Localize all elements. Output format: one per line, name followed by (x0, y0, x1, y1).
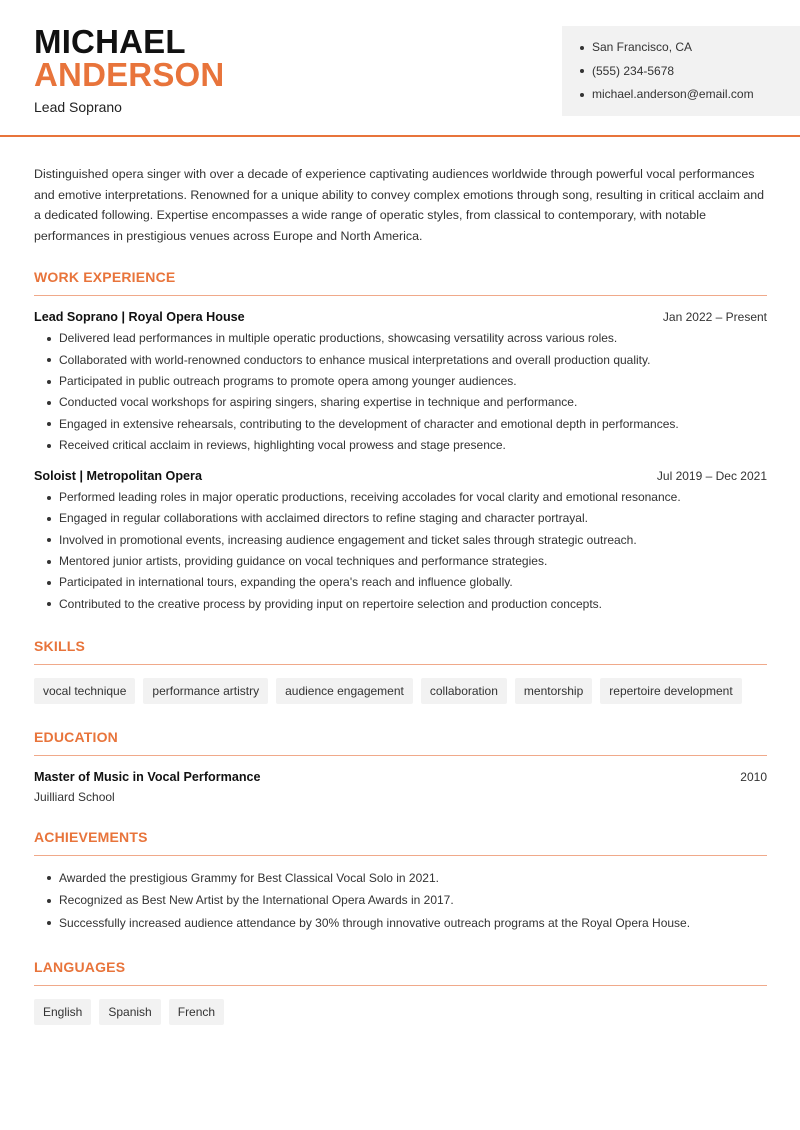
bullet-icon (47, 899, 51, 903)
education-degree: Master of Music in Vocal Performance (34, 769, 261, 784)
list-item: Awarded the prestigious Grammy for Best Classical Vocal Solo in 2021. (34, 867, 767, 890)
bullet-icon (580, 46, 584, 50)
job-bullets (34, 328, 767, 456)
contact-email-text[interactable]: michael.anderson@email.com (592, 87, 754, 101)
job-entry (34, 310, 767, 456)
contact-box (562, 26, 800, 116)
bullet-icon (47, 380, 51, 384)
job-title: Soloist | Metropolitan Opera (34, 469, 202, 484)
education-entry (34, 770, 767, 804)
achievements-list (34, 867, 767, 935)
bullet-icon (47, 517, 51, 521)
education-year: 2010 (740, 769, 767, 784)
last-name: ANDERSON (34, 56, 225, 93)
skill-tag: collaboration (421, 678, 507, 704)
list-item: Contributed to the creative process by providing input on repertoire selection and production concepts. (34, 594, 767, 615)
languages-section (34, 959, 767, 1025)
language-tag: English (34, 999, 91, 1025)
bullet-icon (47, 538, 51, 542)
resume-body (34, 137, 767, 1025)
section-divider (34, 855, 767, 856)
list-item: Received critical acclaim in reviews, highlighting vocal prowess and stage presence. (34, 435, 767, 456)
contact-location-text: San Francisco, CA (592, 40, 693, 54)
contact-location (580, 36, 800, 60)
bullet-icon (47, 358, 51, 362)
list-item: Participated in public outreach programs to promote opera among younger audiences. (34, 371, 767, 392)
job-header (34, 310, 767, 324)
languages-tags (34, 999, 767, 1025)
bullet-icon (47, 602, 51, 606)
list-item: Engaged in regular collaborations with acclaimed directors to refine staging and character portrayal. (34, 508, 767, 529)
section-divider (34, 985, 767, 986)
language-tag: French (169, 999, 224, 1025)
bullet-icon (47, 560, 51, 564)
bullet-icon (47, 921, 51, 925)
section-title-achievements: ACHIEVEMENTS (34, 828, 148, 845)
bullet-icon (580, 93, 584, 97)
education-school: Juilliard School (34, 789, 115, 804)
skill-tag: mentorship (515, 678, 592, 704)
list-item: Engaged in extensive rehearsals, contributing to the development of character and emotional depth in performances. (34, 414, 767, 435)
section-title-skills: SKILLS (34, 637, 85, 654)
skills-section (34, 638, 767, 704)
section-divider (34, 664, 767, 665)
contact-email (580, 83, 800, 107)
skills-tags (34, 678, 767, 704)
bullet-icon (47, 444, 51, 448)
first-name: MICHAEL (34, 23, 186, 60)
language-tag: Spanish (99, 999, 160, 1025)
job-bullets (34, 487, 767, 615)
bullet-icon (47, 496, 51, 500)
job-role: Lead Soprano (34, 99, 122, 115)
list-item: Involved in promotional events, increasing audience engagement and ticket sales through strategic outreach. (34, 530, 767, 551)
achievements-section (34, 829, 767, 935)
job-title: Lead Soprano | Royal Opera House (34, 310, 245, 325)
contact-phone-text: (555) 234-5678 (592, 63, 675, 78)
bullet-icon (47, 401, 51, 405)
bullet-icon (47, 581, 51, 585)
job-entry (34, 469, 767, 615)
list-item: Participated in international tours, expanding the opera's reach and influence globally. (34, 572, 767, 593)
list-item: Successfully increased audience attendance by 30% through innovative outreach programs at the Royal Opera House. (34, 912, 767, 935)
section-title-education: EDUCATION (34, 728, 118, 745)
list-item: Recognized as Best New Artist by the International Opera Awards in 2017. (34, 889, 767, 912)
education-section (34, 729, 767, 804)
skill-tag: audience engagement (276, 678, 413, 704)
list-item: Performed leading roles in major operatic productions, receiving accolades for vocal clarity and emotional resonance. (34, 487, 767, 508)
skill-tag: repertoire development (600, 678, 741, 704)
list-item: Conducted vocal workshops for aspiring singers, sharing expertise in technique and performance. (34, 392, 767, 413)
professional-summary: Distinguished opera singer with over a decade of experience captivating audiences worldwide through powerful vocal performances and emotive interpretations. Renowned for a unique ability to convey complex emotions through song, resulting in critical acclaim and a dedicated following. Expertise encompasses a wide range of operatic styles, from classical to contemporary, with notable performances in prestigious venues across Europe and North America. (34, 167, 765, 243)
job-date: Jul 2019 – Dec 2021 (656, 469, 767, 484)
bullet-icon (47, 422, 51, 426)
section-divider (34, 295, 767, 296)
job-date: Jan 2022 – Present (662, 310, 767, 325)
section-divider (34, 755, 767, 756)
bullet-icon (47, 337, 51, 341)
education-header (34, 770, 767, 784)
contact-phone (580, 60, 800, 84)
list-item: Delivered lead performances in multiple operatic productions, showcasing versatility across various roles. (34, 328, 767, 349)
bullet-icon (47, 876, 51, 880)
list-item: Collaborated with world-renowned conductors to enhance musical interpretations and overall production quality. (34, 350, 767, 371)
resume-header (0, 0, 800, 137)
work-experience-section (34, 269, 767, 615)
list-item: Mentored junior artists, providing guidance on vocal techniques and performance strategies. (34, 551, 767, 572)
job-header (34, 469, 767, 483)
section-title-work: WORK EXPERIENCE (34, 269, 176, 286)
skill-tag: performance artistry (143, 678, 268, 704)
bullet-icon (580, 69, 584, 73)
section-title-languages: LANGUAGES (34, 959, 126, 976)
skill-tag: vocal technique (34, 678, 135, 704)
